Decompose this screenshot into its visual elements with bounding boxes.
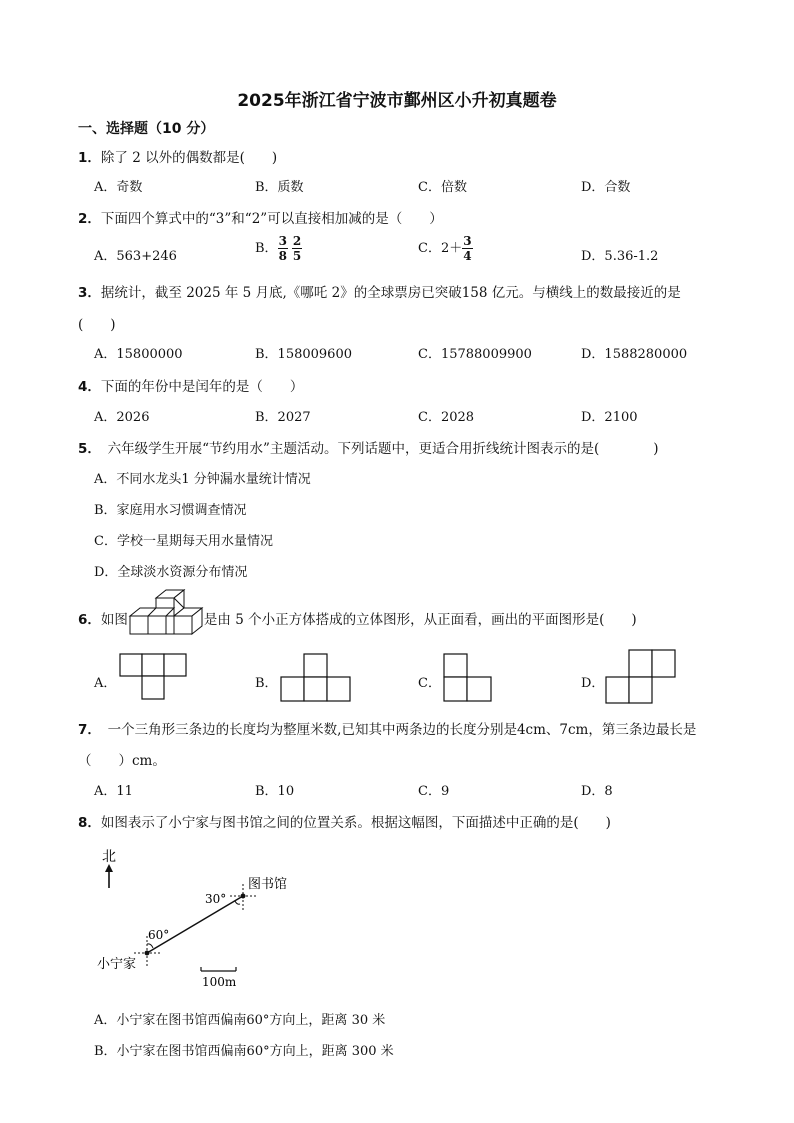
library-label: 图书馆 (248, 877, 288, 892)
option-label: B． (255, 241, 278, 256)
question-text: 一个三角形三条边的长度均为整厘米数,已知其中两条边的长度分别是4cm、7cm，第三条边最长是 (94, 722, 697, 738)
page-title: 2025年浙江省宁波市鄞州区小升初真题卷 (237, 91, 557, 111)
option-c-figure (443, 653, 493, 703)
option-a: A．小宁家在图书馆西偏南60°方向上，距离 30 米 (94, 1013, 386, 1028)
option-b: B．小宁家在图书馆西偏南60°方向上，距离 300 米 (94, 1044, 394, 1059)
fraction: $\frac{3}{8}$ (278, 234, 287, 263)
option-c: C．15788009900 (418, 347, 532, 362)
option-c: C．9 (418, 784, 450, 799)
north-label: 北 (102, 849, 116, 865)
section-heading: 一、选择题（10 分） (78, 121, 215, 137)
option-c (418, 235, 473, 262)
question-number: 5． (78, 441, 95, 457)
question-7-cont: （ ）cm。 (78, 753, 166, 769)
question-8 (78, 811, 611, 831)
question-7 (78, 718, 696, 738)
option-b: B．质数 (255, 180, 304, 195)
option-d: D． (581, 676, 605, 691)
option-d: D．8 (581, 784, 613, 799)
option-a: A．奇数 (94, 180, 143, 195)
option-c: C．学校一星期每天用水量情况 (94, 534, 273, 549)
question-2 (78, 207, 443, 227)
option-b: B．家庭用水习惯调查情况 (94, 503, 247, 518)
home-label: 小宁家 (97, 957, 137, 972)
option-c: C． (418, 676, 441, 691)
scale-label: 100m (202, 975, 237, 989)
option-a-figure (119, 653, 187, 701)
fraction: $\frac{3}{4}$ (463, 234, 472, 263)
option-a: A．不同水龙头1 分钟漏水量统计情况 (94, 472, 311, 487)
option-d: D．2100 (581, 410, 638, 425)
option-a: A．2026 (94, 410, 150, 425)
option-d: D．5.36-1.2 (581, 249, 659, 264)
question-number: 7． (78, 722, 95, 738)
question-text: 六年级学生开展“节约用水”主题活动。下列话题中，更适合用折线统计图表示的是( ) (94, 441, 659, 457)
option-b: B．158009600 (255, 347, 352, 362)
question-number: 3． (78, 285, 101, 301)
north-arrow-icon (105, 864, 113, 888)
question-number: 4． (78, 379, 101, 395)
question-5 (78, 437, 659, 457)
option-a: A．563+246 (94, 249, 177, 264)
angle-top-label: 30° (205, 892, 227, 906)
option-b: B．2027 (255, 410, 311, 425)
option-label: C．2＋ (418, 241, 463, 256)
question-4 (78, 375, 303, 395)
question-number: 6． (78, 612, 101, 628)
question-text-before: 如图 (100, 612, 128, 628)
question-text: 据统计，截至 2025 年 5 月底,《哪吒 2》的全球票房已突破158 亿元。与横线上的数最接近的是 (100, 285, 681, 301)
question-number: 2． (78, 211, 101, 227)
question-1 (78, 146, 277, 166)
question-text: 除了 2 以外的偶数都是( ) (100, 150, 278, 166)
option-d: D．1588280000 (581, 347, 688, 362)
location-map (90, 842, 310, 992)
option-d-figure (605, 649, 677, 705)
option-b (255, 235, 302, 262)
cube-figure (128, 588, 206, 644)
question-number: 8． (78, 815, 101, 831)
question-text: 下面四个算式中的“3”和“2”可以直接相加减的是（ ） (100, 211, 443, 227)
option-a: A．11 (94, 784, 133, 799)
option-b: B． (255, 676, 278, 691)
question-text-after: 是由 5 个小正方体搭成的立体图形，从正面看，画出的平面图形是( ) (203, 612, 637, 628)
option-b: B．10 (255, 784, 295, 799)
option-d: D．全球淡水资源分布情况 (94, 565, 248, 580)
option-c: C．2028 (418, 410, 475, 425)
question-text: 下面的年份中是闰年的是（ ） (100, 379, 304, 395)
option-d: D．合数 (581, 180, 631, 195)
option-c: C．倍数 (418, 180, 467, 195)
fraction: $\frac{2}{5}$ (292, 234, 302, 263)
angle-bottom-label: 60° (148, 928, 170, 942)
question-3 (78, 281, 681, 301)
question-3-cont: ( ) (78, 317, 116, 333)
option-b-figure (280, 653, 352, 703)
question-text: 如图表示了小宁家与图书馆之间的位置关系。根据这幅图，下面描述中正确的是( ) (100, 815, 611, 831)
option-a: A． (94, 676, 117, 691)
question-number: 1． (78, 150, 101, 166)
option-a: A．15800000 (94, 347, 183, 362)
